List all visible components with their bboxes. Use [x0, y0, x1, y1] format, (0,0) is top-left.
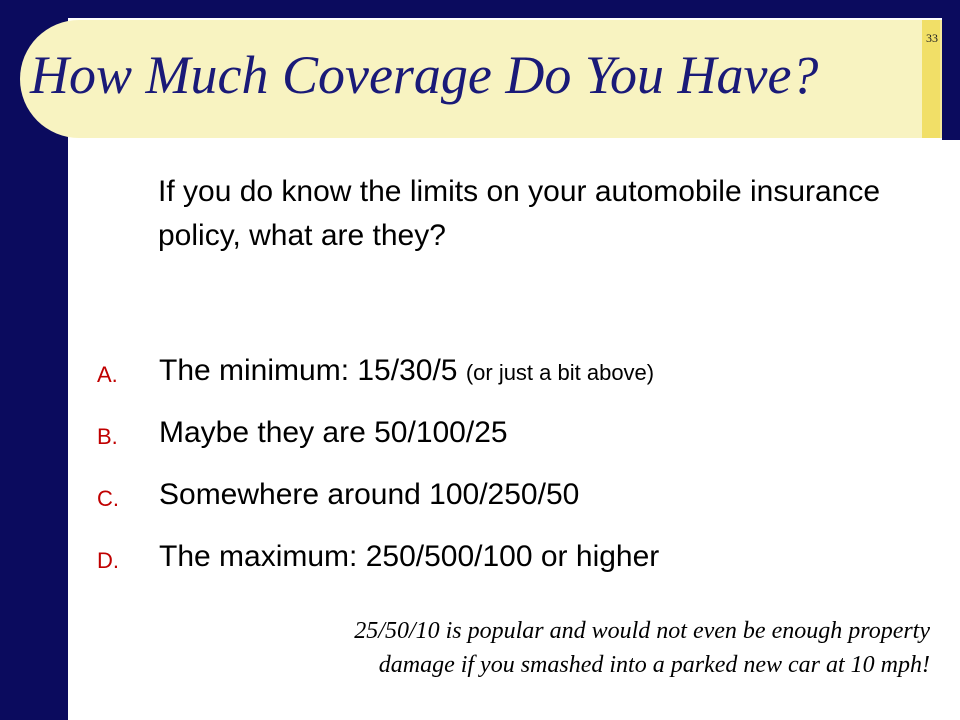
right-navy-bar [942, 0, 960, 140]
option-letter: C. [97, 486, 119, 511]
option-letter: B. [97, 424, 118, 449]
footer-note-line-1: 25/50/10 is popular and would not even be enough property [354, 618, 930, 644]
top-navy-bar [0, 0, 960, 18]
option-text: Maybe they are 50/100/25 [159, 416, 508, 449]
option-c[interactable] [97, 475, 937, 525]
answer-options-list [97, 351, 937, 599]
footer-note [140, 614, 930, 682]
option-a[interactable] [97, 351, 937, 401]
slide-title: How Much Coverage Do You Have? [30, 45, 819, 105]
option-text: Somewhere around 100/250/50 [159, 478, 580, 511]
option-text: The maximum: 250/500/100 or higher [159, 540, 660, 573]
option-letter: D. [97, 548, 119, 573]
option-d[interactable] [97, 537, 937, 587]
option-label [159, 351, 654, 393]
option-b[interactable] [97, 413, 937, 463]
option-letter: A. [97, 362, 118, 387]
question-text: If you do know the limits on your automobile insurance policy, what are they? [158, 175, 881, 252]
option-text: The minimum: 15/30/5 [159, 354, 458, 387]
footer-note-line-2: damage if you smashed into a parked new car at 10 mph! [378, 652, 930, 678]
slide-number: 33 [926, 31, 938, 45]
option-note: (or just a bit above) [465, 360, 655, 385]
